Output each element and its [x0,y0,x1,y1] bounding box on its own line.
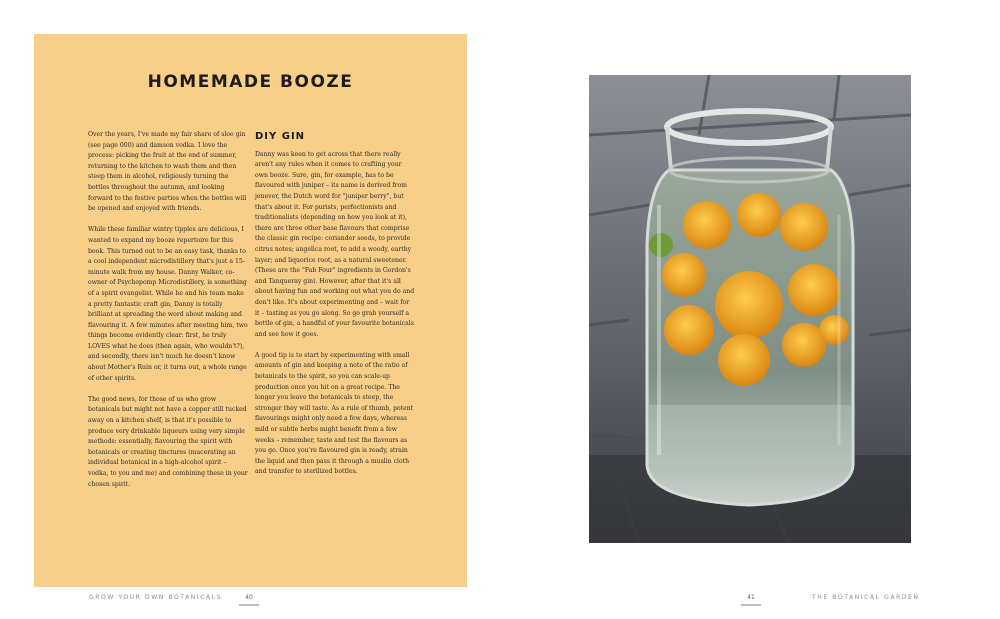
page-title: HOMEMADE BOOZE [147,72,354,92]
jar-image [589,75,911,543]
left-text-column [88,130,248,501]
left-page-panel [34,34,467,587]
footer-chapter-title: THE BOTANICAL GARDEN [812,594,920,601]
paragraph: Over the years, I've made my fair share of sloe gin (see page 000) and damson vodka. I love the process: picking the fruit at the end of summer, returning to the kitchen to wash them and then steep them in alcohol, religiously turning the bottles throughout the autumn, and looking forward to the festive parties when the bottles will be opened and enjoyed with friends. [88,131,247,213]
gin-jar-photo [589,75,911,543]
paragraph: While these familiar wintry tipples are delicious, I wanted to expand my booze repertoire for this book. This turned out to be an easy task, thanks to a cool independent microdistillery that's just a 15-minute walk from my house. Danny Walker, co-owner of Psychopomp Microdistillery, is something of a spirit evangelist. While he and his team make a pretty fantastic craft gin, Danny is totally brilliant at spreading the word about making and flavouring it. A few minutes after meeting him, two things become evidently clear: first, he truly LOVES what he does (then again, who wouldn't?), and secondly, there isn't much he doesn't know about Mother's Ruin or, it turns out, a whole range of other spirits. [88,226,248,382]
paragraph: The good news, for those of us who grow botanicals but might not have a copper still tucked away on a kitchen shelf, is that it's possible to produce very drinkable liqueurs using very simple methods: essentially, flavouring the spirit with botanicals or creating tinctures (macerating an individual botanical in a high-alcohol spirit – vodka, to you and me) and combining these in your chosen spirit. [88,395,248,488]
paragraph: Danny was keen to get across that there really aren't any rules when it comes to crafting your own booze. Sure, gin, for example, has to be flavoured with juniper – its name is derived from jenever, the Dutch word for "juniper berry", but that's about it. For purists, perfectionists and traditionalists (depending on how you look at it), there are three other base flavours that comprise the classic gin recipe: coriander seeds, to provide citrus notes; angelica root, to add a woody, earthy layer; and liquorice root, as a natural sweetener. (These are the "Fab Four" ingredients in Gordon's and Tanqueray gin). However, after that it's all about having fun and working out what you do and don't like. It's about experimenting and – wait for it – tasting as you go along. So go grab yourself a bottle of gin, a handful of your favourite botanicals and see how it goes. [255,150,415,338]
left-page-number: 40 [239,594,259,601]
section-heading: DIY GIN [255,131,306,142]
right-text-column [255,132,415,489]
right-page-number: 41 [741,594,761,601]
paragraph: A good tip is to start by experimenting with small amounts of gin and keeping a note of the ratio of botanicals to the spirit, so you can scale-up production once you hit on a great recipe. The longer you leave the botanicals to steep, the stronger they will taste. As a rule of thumb, potent flavourings might only need a few days, whereas mild or subtle herbs might benefit from a few weeks – remember, taste and test the flavours as you go. Once you're flavoured gin is ready, strain the liquid and then pass it through a muslin cloth and transfer to sterilized bottles. [255,351,414,476]
footer-book-title: GROW YOUR OWN BOTANICALS [89,594,223,601]
